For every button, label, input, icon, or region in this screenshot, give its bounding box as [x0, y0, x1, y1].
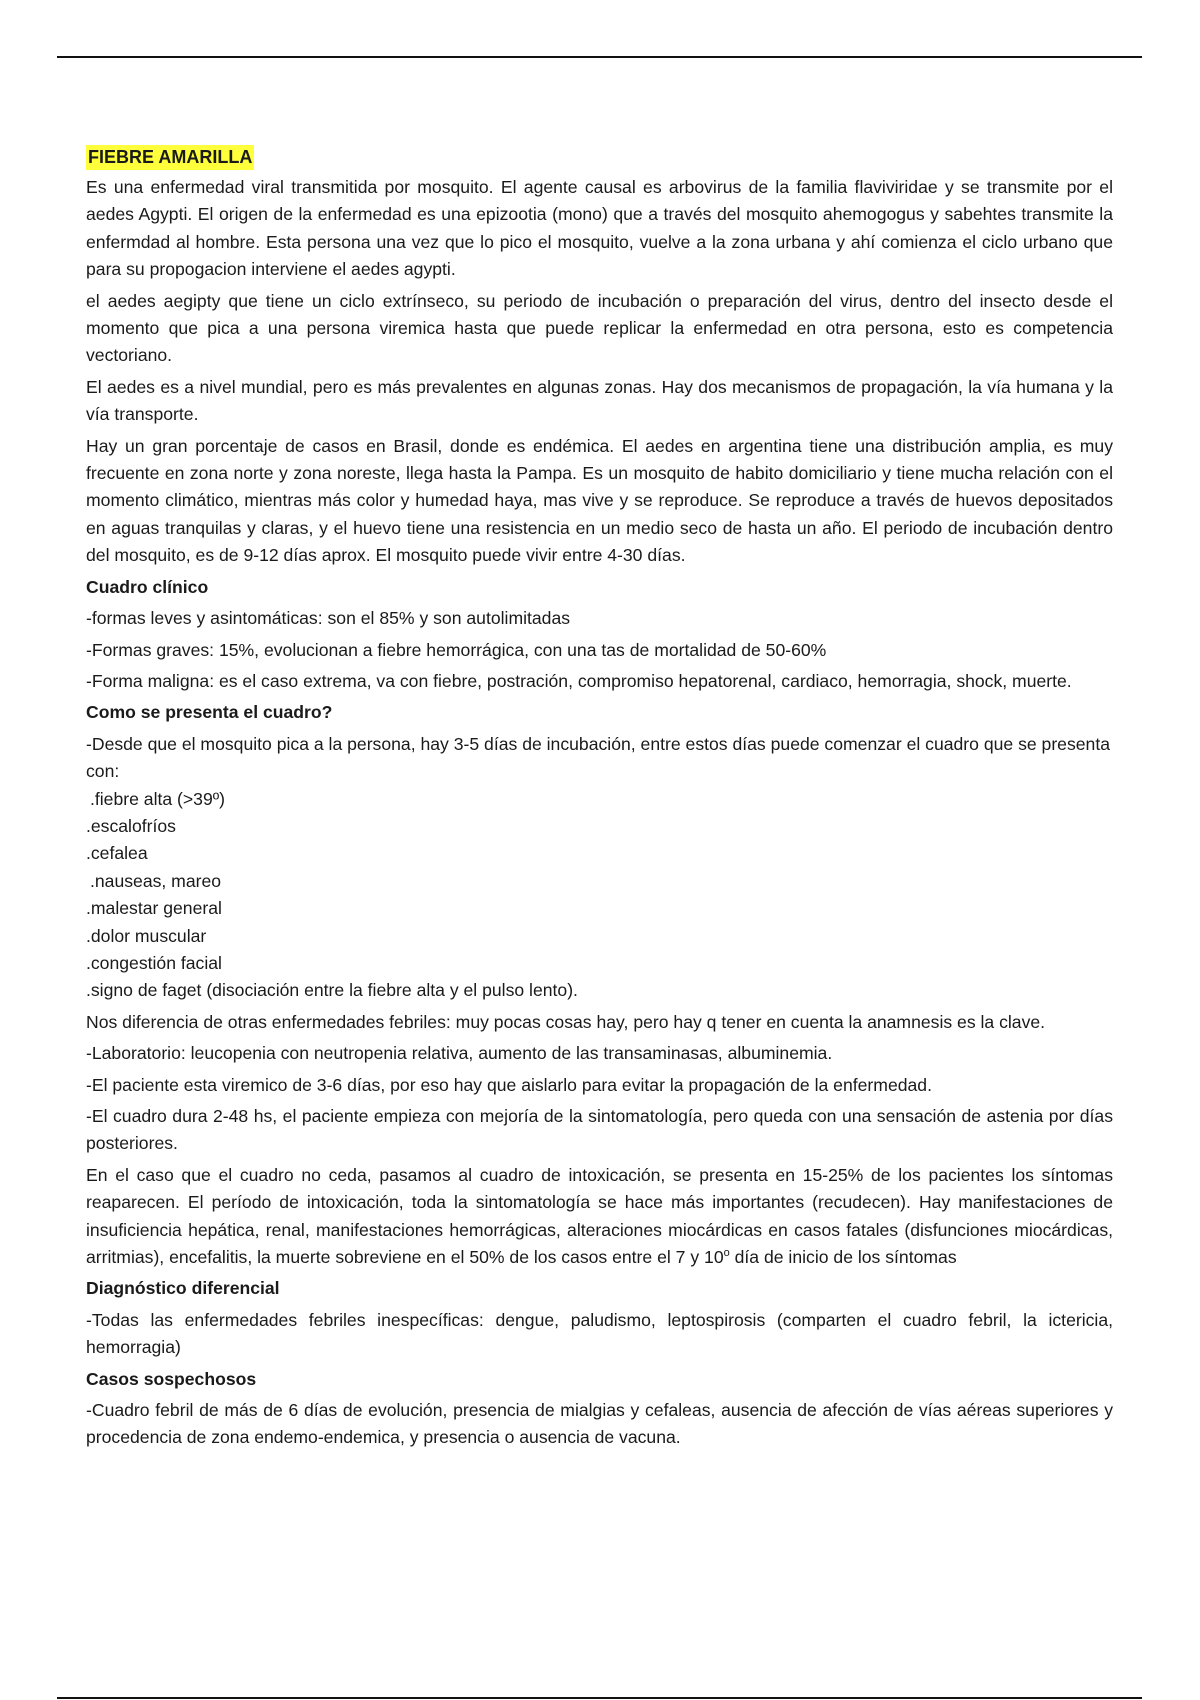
document-title: FIEBRE AMARILLA [86, 145, 254, 170]
footer-rule [57, 1697, 1142, 1699]
diagnostico-paragraph: -Todas las enfermedades febriles inespecíficas: dengue, paludismo, leptospirosis (comparten el cuadro febril, la ictericia, hemorragia) [86, 1309, 1113, 1358]
intoxication-text: En el caso que el cuadro no ceda, pasamos al cuadro de intoxicación, se presenta en 15-25% de los pacientes los síntomas reaparecen. El período de intoxicación, toda la sintomatología se hace más importantes (recudecen). Hay manifestaciones de insuficiencia hepática, renal, manifestaciones hemorrágicas, alteraciones miocárdicas en casos fatales (disfunciones miocárdicas, arritmias), encefalitis, la muerte sobreviene en el 50% de los casos entre el 7 y 10 [86, 1164, 1113, 1268]
intro-paragraph: El aedes es a nivel mundial, pero es más prevalentes en algunas zonas. Hay dos mecanismos de propagación, la vía humana y la vía transporte. [86, 376, 1113, 425]
section-heading-presentacion: Como se presenta el cuadro? [86, 702, 333, 723]
symptom-item: .dolor muscular [86, 925, 207, 946]
intro-paragraph: Es una enfermedad viral transmitida por mosquito. El agente causal es arbovirus de la familia flaviviridae y se transmite por el aedes Agypti. El origen de la enfermedad es una epizootia (mono) que a través del mosquito ahemogogus y sabehtes transmite la enfermdad al hombre. Esta persona una vez que lo pico el mosquito, vuelve a la zona urbana y ahí comienza el ciclo urbano que para su propogacion interviene el aedes agypti. [86, 177, 1113, 280]
intoxication-paragraph [86, 1162, 1113, 1272]
symptom-item: .fiebre alta (>39º) [90, 788, 226, 809]
presentation-paragraph: -Laboratorio: leucopenia con neutropenia relativa, aumento de las transaminasas, albuminemia. [86, 1043, 833, 1064]
presentation-intro: -Desde que el mosquito pica a la persona, hay 3-5 días de incubación, entre estos días puede comenzar el cuadro que se presenta con: [86, 733, 1111, 782]
intro-paragraph: el aedes aegipty que tiene un ciclo extrínseco, su periodo de incubación o preparación del virus, dentro del insecto desde el momento que pica a una persona viremica hasta que puede replicar la enfermedad en otra persona, esto es competencia vectoriano. [86, 290, 1113, 366]
clinical-form-item: -formas leves y asintomáticas: son el 85% y son autolimitadas [86, 608, 571, 629]
section-heading-diagnostico: Diagnóstico diferencial [86, 1278, 280, 1299]
clinical-form-item: -Forma maligna: es el caso extrema, va con fiebre, postración, compromiso hepatorenal, cardiaco, hemorragia, shock, muerte. [86, 670, 1072, 691]
presentation-paragraph: -El paciente esta viremico de 3-6 días, por eso hay que aislarlo para evitar la propagación de la enfermedad. [86, 1074, 932, 1095]
presentation-paragraph: Nos diferencia de otras enfermedades febriles: muy pocas cosas hay, pero hay q tener en cuenta la anamnesis es la clave. [86, 1011, 1046, 1032]
degree-superscript: o [723, 1247, 730, 1260]
symptom-list [86, 786, 1113, 1005]
symptom-item: .cefalea [86, 843, 148, 864]
intro-paragraph: Hay un gran porcentaje de casos en Brasil, donde es endémica. El aedes en argentina tiene una distribución amplia, es muy frecuente en zona norte y zona noreste, llega hasta la Pampa. Es un mosquito de habito domiciliario y tiene mucha relación con el momento climático, mientras más color y humedad haya, mas vive y se reproduce. Se reproduce a través de huevos depositados en aguas tranquilas y claras, y el huevo tiene una resistencia en un medio seco de hasta un año. El periodo de incubación dentro del mosquito, es de 9-12 días aprox. El mosquito puede vivir entre 4-30 días. [86, 435, 1113, 566]
presentation-paragraph: -El cuadro dura 2-48 hs, el paciente empieza con mejoría de la sintomatología, pero queda con una sensación de astenia por días posteriores. [86, 1106, 1113, 1154]
header-rule [57, 56, 1142, 58]
symptom-item: .escalofríos [86, 815, 176, 836]
symptom-item: .malestar general [86, 898, 222, 919]
clinical-form-item: -Formas graves: 15%, evolucionan a fiebre hemorrágica, con una tas de mortalidad de 50-60% [86, 639, 827, 660]
sospechosos-paragraph: -Cuadro febril de más de 6 días de evolución, presencia de mialgias y cefaleas, ausencia de afección de vías aéreas superiores y procedencia de zona endemo-endemica, y presencia o ausencia de vacuna. [86, 1400, 1113, 1448]
document-body [86, 144, 1113, 1456]
intoxication-tail: día de inicio de los síntomas [729, 1247, 957, 1268]
section-heading-cuadro-clinico: Cuadro clínico [86, 576, 209, 597]
symptom-item: .nauseas, mareo [90, 870, 222, 891]
symptom-item: .signo de faget (disociación entre la fiebre alta y el pulso lento). [86, 980, 578, 1001]
section-heading-sospechosos: Casos sospechosos [86, 1368, 257, 1389]
symptom-item: .congestión facial [86, 952, 222, 973]
